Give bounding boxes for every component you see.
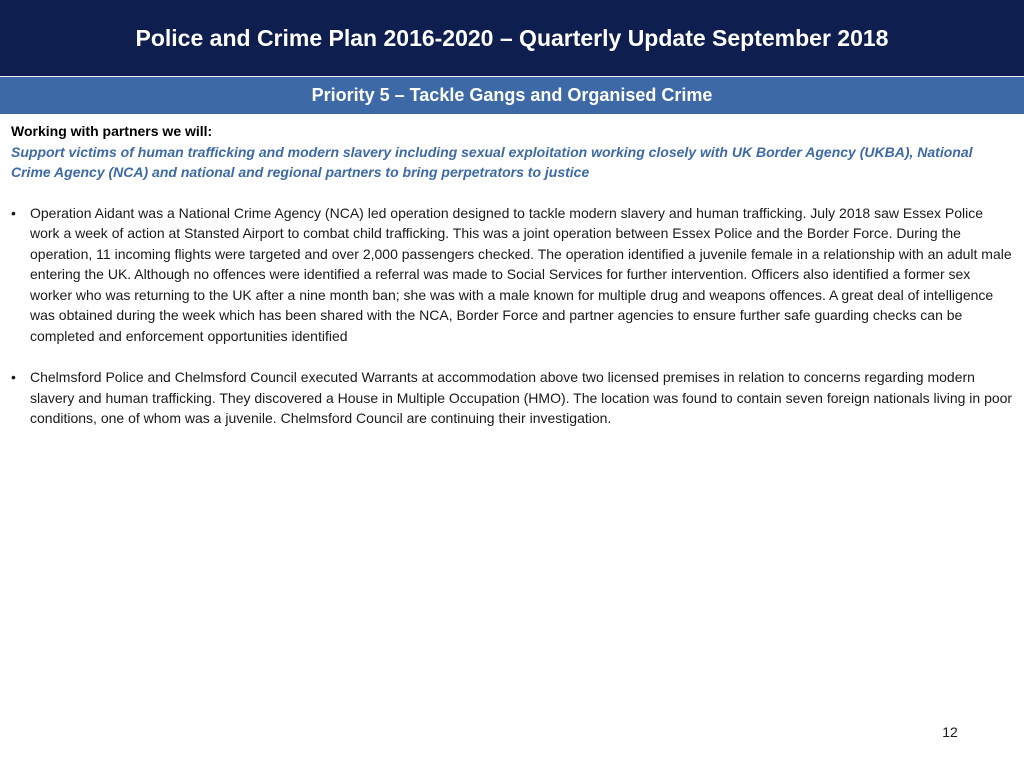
priority-title: Priority 5 – Tackle Gangs and Organised Crime <box>311 85 713 105</box>
content-area <box>11 121 1013 450</box>
bullet-text: Operation Aidant was a National Crime Agency (NCA) led operation designed to tackle modern slavery and human trafficking. July 2018 saw Essex Police work a week of action at Stansted Airport to combat child trafficking. This was a joint operation between Essex Police and the Border Force. During the operation, 11 incoming flights were targeted and over 2,000 passengers checked. The operation identified a juvenile female in a relationship with an adult male entering the UK. Although no offences were identified a referral was made to Social Services for further intervention. Officers also identified a former sex worker who was returning to the UK after a nine month ban; she was with a male known for multiple drug and weapons offences. A great deal of intelligence was obtained during the week which has been shared with the NCA, Border Force and partner agencies to ensure further safe guarding checks can be completed and enforcement opportunities identified <box>30 204 1012 344</box>
bullet-item-chelmsford-warrants <box>11 367 1013 429</box>
bullet-text: Chelmsford Police and Chelmsford Council executed Warrants at accommodation above two licensed premises in relation to concerns regarding modern slavery and human trafficking. They discovered a House in Multiple Occupation (HMO). The location was found to contain seven foreign nationals living in poor conditions, one of whom was a juvenile. Chelmsford Council are continuing their investigation. <box>30 369 1013 426</box>
page-title: Police and Crime Plan 2016-2020 – Quarterly Update September 2018 <box>135 24 889 51</box>
intro-heading: Working with partners we will: <box>11 123 213 139</box>
priority-bar <box>0 77 1024 114</box>
bullet-item-operation-aidant <box>11 203 1013 347</box>
title-bar <box>0 0 1024 76</box>
bullet-marker: • <box>11 369 16 385</box>
page-number: 12 <box>942 724 958 740</box>
intro-objective: Support victims of human trafficking and modern slavery including sexual exploitation working closely with UK Border Agency (UKBA), National Crime Agency (NCA) and national and regional partners to bring perpetrators to justice <box>11 143 973 180</box>
bullet-list <box>11 203 1013 429</box>
bullet-marker: • <box>11 204 16 221</box>
